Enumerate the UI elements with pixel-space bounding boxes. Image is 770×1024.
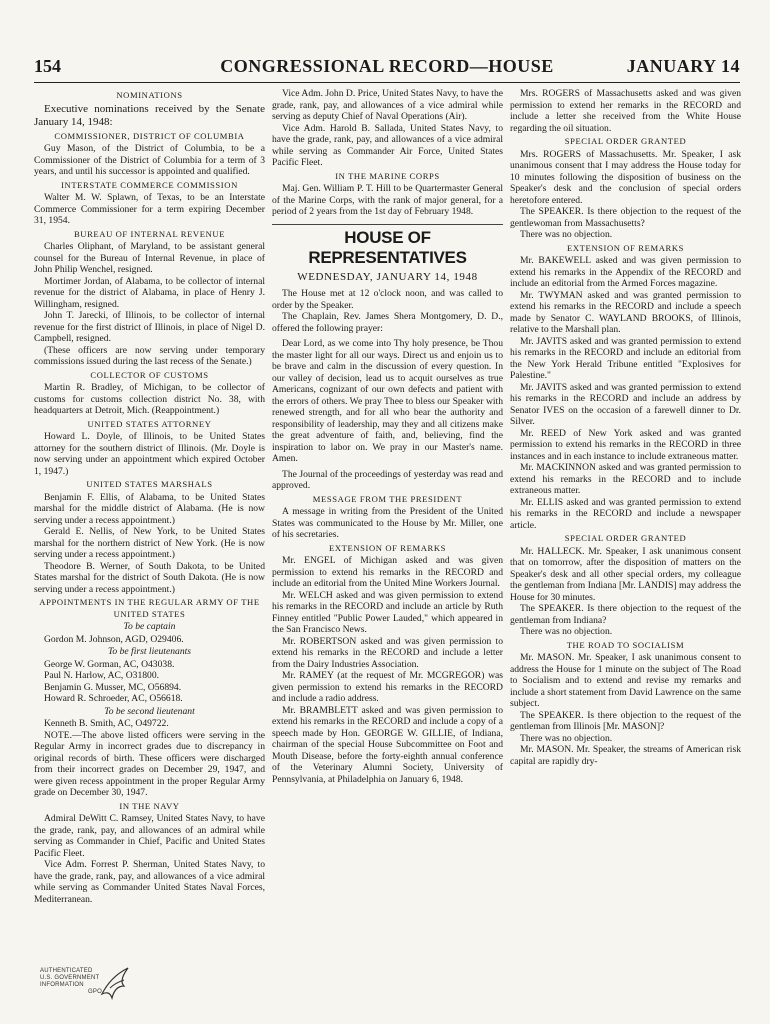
paragraph: The Journal of the proceedings of yesterday was read and approved. [272,468,503,491]
stamp-line-2: U.S. GOVERNMENT [40,975,100,981]
paragraph: There was no objection. [520,626,613,637]
paragraph: A message in writing from the President of the United States was communicated to the House by Mr. Miller, one of his secretaries. [272,506,503,540]
stamp-line-4: GPO [88,989,102,995]
paragraph: Gordon M. Johnson, AGD, O29406. [44,633,184,645]
session-dateline: WEDNESDAY, JANUARY 14, 1948 [297,270,478,283]
subheading: To be second lieutenant [104,705,195,717]
paragraph: Gerald E. Nellis, of New York, to be United States marshal for the northern district of New York. (He is now serving under a recess appointment.) [34,526,265,560]
stamp-line-3: INFORMATION [40,982,84,988]
lead-paragraph: Executive nominations received by the Senate January 14, 1948: [34,102,265,128]
paragraph: Mr. JAVITS asked and was granted permission to extend his remarks in the RECORD and include an editorial from the New York Herald Tribune entitled "Explosives for Palestine." [510,335,741,381]
section-heading: SPECIAL ORDER GRANTED [564,533,687,543]
section-heading: BUREAU OF INTERNAL REVENUE [73,228,226,239]
paragraph: Mr. MASON. Mr. Speaker, the streams of American risk capital are rapidly dry- [510,744,741,767]
column-middle [272,88,503,785]
paragraph: Howard R. Schroeder, AC, O56618. [44,693,183,704]
paragraph: Mr. REED of New York asked and was granted permission to extend his remarks in the RECORD in three instances and in each instance to include extraneous matter. [510,427,741,462]
paragraph: Maj. Gen. William P. T. Hill to be Quartermaster General of the Marine Corps, with the rank of major general, for a period of 2 years from the 1st day of February 1948. [272,183,503,217]
paragraph: Benjamin F. Ellis, of Alabama, to be United States marshal for the middle district of Alabama. (He is now serving under a recess appointment.) [34,491,265,526]
page-number: 154 [34,56,61,76]
subheading: To be first lieutenants [107,646,192,657]
section-heading: COLLECTOR OF CUSTOMS [90,369,209,380]
paragraph: Kenneth B. Smith, AC, O49722. [44,718,169,729]
paragraph: Martin R. Bradley, of Michigan, to be collector of customs for customs collection district No. 38, with headquarters at Detroit, Mich. (Reappointment.) [34,382,265,416]
paragraph: Mr. RAMEY (at the request of Mr. MCGREGOR) was given permission to extend his remarks in the RECORD and include a radio address. [272,670,503,704]
section-heading: COMMISSIONER, DISTRICT OF COLUMBIA [54,130,245,141]
section-heading: NOMINATIONS [116,90,183,100]
paragraph: The Chaplain, Rev. James Shera Montgomery, D. D., offered the following prayer: [272,311,503,334]
stamp-line-1: AUTHENTICATED [40,968,93,974]
paragraph: Mr. BAKEWELL asked and was given permission to extend his remarks in the Appendix of the RECORD and include an editorial from the Armed Forces magazine. [510,255,741,289]
paragraph: Mr. MACKINNON asked and was granted permission to extend his remarks in the RECORD and to include extraneous matter. [510,462,741,496]
paragraph: Mr. HALLECK. Mr. Speaker, I ask unanimous consent that on tomorrow, after the disposition of matters on the Speaker's desk and all other special orders, my colleague the gentleman from Indiana [Mr. LANDIS] may address the House for 30 minutes. [510,545,741,603]
subheading: To be captain [123,621,176,632]
paragraph: Walter M. W. Splawn, of Texas, to be an Interstate Commerce Commissioner for a term expiring December 31, 1954. [34,192,265,226]
paragraph: (These officers are now serving under temporary commissions issued during the last recess of the Senate.) [34,344,265,367]
paragraph: Mr. ROBERTSON asked and was given permission to extend his remarks in the RECORD and include a letter from the Dairy Industries Association. [272,635,503,670]
paragraph: Mrs. ROGERS of Massachusetts asked and was given permission to extend her remarks in the RECORD and include a letter she received from the White House regarding the oil situation. [510,88,741,134]
paragraph: The House met at 12 o'clock noon, and was called to order by the Speaker. [272,288,503,311]
paragraph: Vice Adm. John D. Price, United States Navy, to have the grade, rank, pay, and allowances of a vice admiral while serving as deputy Chief of Naval Operations (Air). [272,88,504,122]
paragraph: There was no objection. [520,229,613,240]
gpo-authentication-stamp [40,968,150,1012]
section-heading: INTERSTATE COMMERCE COMMISSION [61,179,238,190]
paragraph: Dear Lord, as we come into Thy holy presence, be Thou the master light for all our ways. Direct us and enjoin us to be brave and calm in the discussion of every question. In our valley of decision, lead us to acquit ourselves as true Americans, cognizant of our own defects and patient with the errors of others. We pray Thee to bless our Speaker with renewed strength, and for all who bear the authority and responsibility of leadership, may they and all citizens make the great adventure of faith, and, believing, find the inspiration to labor on. We pray in our Master's name. Amen. [272,338,503,464]
paragraph: John T. Jarecki, of Illinois, to be collector of internal revenue for the first district of Illinois, in place of Nigel D. Campbell, resigned. [34,310,265,344]
paragraph: The SPEAKER. Is there objection to the request of the gentleman from Indiana? [510,603,741,626]
paragraph: George W. Gorman, AC, O43038. [44,658,175,670]
paragraph: Theodore B. Werner, of South Dakota, to be United States marshal for the district of South Dakota. (He is now serving under a recess appointment.) [34,560,265,595]
publication-title: CONGRESSIONAL RECORD—HOUSE [220,56,554,76]
paragraph: Paul N. Harlow, AC, O31800. [44,670,160,681]
paragraph: Vice Adm. Harold B. Sallada, United States Navy, to have the grade, rank, pay, and allowances of a vice admiral while serving as Commander Air Force, United States Pacific Fleet. [272,122,503,168]
paragraph: NOTE.—The above listed officers were serving in the Regular Army in incorrect grades due to discrepancy in original records of birth. These officers were discharged from their incorrect grades on December 29, 1947, and were given recess appointment in the proper Regular Army grade on December 30, 1947. [34,729,265,798]
paragraph: The SPEAKER. Is there objection to the request of the gentlewoman from Massachusetts? [510,206,741,229]
section-heading: UNITED STATES MARSHALS [86,479,213,489]
header-rule [34,82,740,83]
paragraph: The SPEAKER. Is there objection to the request of the gentleman from Illinois [Mr. MASON]? [510,709,741,732]
section-heading: IN THE NAVY [119,800,180,811]
page-date: JANUARY 14 [626,56,740,76]
section-heading: EXTENSION OF REMARKS [328,542,447,553]
section-heading: EXTENSION OF REMARKS [566,242,685,253]
column-right [510,88,741,767]
section-heading: MESSAGE FROM THE PRESIDENT [312,493,463,504]
paragraph: Benjamin G. Musser, MC, O56894. [44,681,182,693]
paragraph: Charles Oliphant, of Maryland, to be assistant general counsel for the Bureau of Internal Revenue, in place of John Philip Wenchel, resigned. [34,241,265,275]
paragraph: Mr. TWYMAN asked and was granted permission to extend his remarks in the RECORD and include a speech made by Senator C. WAYLAND BROOKS, of Illinois, relative to the Marshall plan. [510,289,741,335]
paragraph: Mr. ELLIS asked and was granted permission to extend his remarks in the RECORD and include a newspaper article. [510,496,741,531]
paragraph: Guy Mason, of the District of Columbia, to be a Commissioner of the District of Columbia for a term of 3 years, and until his successor is appointed and qualified. [34,143,265,177]
section-heading: IN THE MARINE CORPS [335,170,440,181]
paragraph: Mr. BRAMBLETT asked and was given permission to extend his remarks in the RECORD and include a copy of a speech made by Hon. GEORGE W. GILLIE, of Indiana, chairman of the special House Subcommittee on Foot and Mouth Disease, before the forty-eighth annual conference of the Veterinary Alumni Society, University of Pennsylvania, at Philadelphia on January 6, 1948. [272,704,503,785]
eagle-seal-icon [98,964,132,1004]
paragraph: Admiral DeWitt C. Ramsey, United States Navy, to have the grade, rank, pay, and allowances of an admiral while serving as Commander in Chief, Pacific and United States Pacific Fleet. [34,813,265,859]
paragraph: Mr. ENGEL of Michigan asked and was given permission to extend his remarks in the RECORD and include an editorial from the United Mine Workers Journal. [272,555,503,589]
stamp-text [40,968,150,996]
section-heading: UNITED STATES ATTORNEY [87,418,212,429]
paragraph: Mr. MASON. Mr. Speaker, I ask unanimous consent to address the House for 1 minute on the subject of The Road to Socialism and to extend and revise my remarks and include a short statement from David Lawrence on the same subject. [510,652,741,709]
paragraph: Mrs. ROGERS of Massachusetts. Mr. Speaker, I ask unanimous consent that I may address the House today for 10 minutes following the disposition of business on the Speaker's desk and the conclusion of special orders heretofore entered. [510,148,741,206]
paragraph: Howard L. Doyle, of Illinois, to be United States attorney for the southern district of Illinois. (Mr. Doyle is now serving under an appointment which expired October 1, 1947.) [34,431,265,477]
paragraph: Mortimer Jordan, of Alabama, to be collector of internal revenue for the district of Alabama, in place of Henry J. Willingham, resigned. [34,275,265,310]
section-heading: APPOINTMENTS IN THE REGULAR ARMY OF THE UNITED STATES [39,597,260,619]
paragraph: There was no objection. [520,732,613,744]
column-left [34,88,265,905]
page-header [34,56,740,82]
house-heading: HOUSE OF REPRESENTATIVES [272,224,503,268]
paragraph: Vice Adm. Forrest P. Sherman, United States Navy, to have the grade, rank, pay, and allowances of a vice admiral while serving as Commander United States Naval Forces, Mediterranean. [34,859,265,905]
section-heading: SPECIAL ORDER GRANTED [564,136,687,146]
paragraph: Mr. WELCH asked and was given permission to extend his remarks in the RECORD and include an article by Ruth Finney entitled "Public Power Lauded," which appeared in the San Francisco News. [272,589,503,635]
section-heading: THE ROAD TO SOCIALISM [566,639,685,650]
paragraph: Mr. JAVITS asked and was granted permission to extend his remarks in the RECORD and include an address by Senator IVES on the occasion of a farewell dinner to Dr. Silver. [510,381,741,427]
